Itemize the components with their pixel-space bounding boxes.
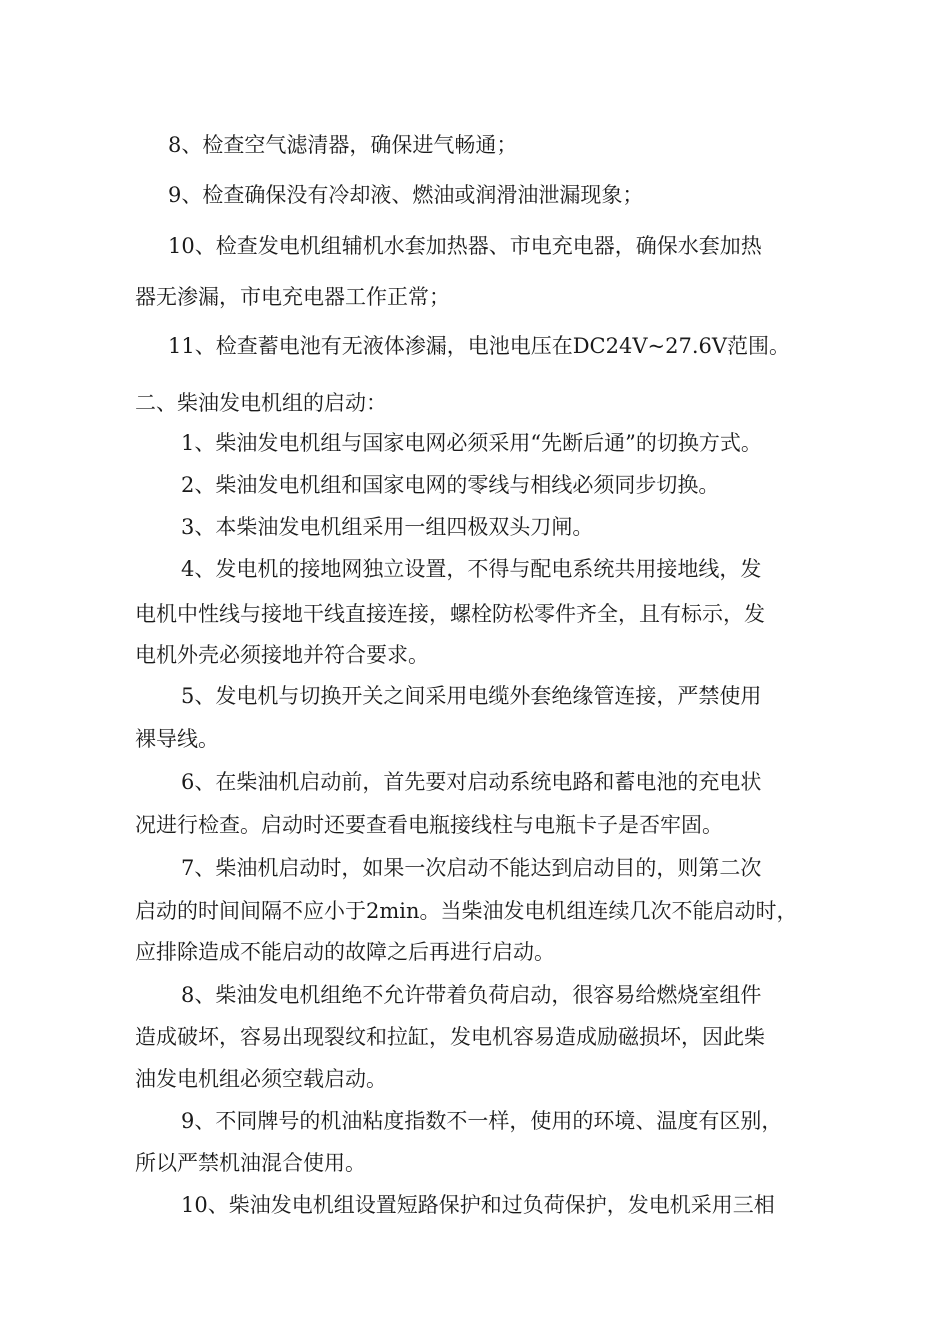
check-item-11: 11、检查蓄电池有无液体渗漏，电池电压在DC24V~27.6V范围。 [168,334,791,358]
startup-item-4-line-2: 电机中性线与接地干线直接连接，螺栓防松零件齐全，且有标示，发 [135,602,765,626]
startup-item-5-line-2: 裸导线。 [135,727,219,751]
startup-item-5-line-1: 5、发电机与切换开关之间采用电缆外套绝缘管连接，严禁使用 [181,684,762,708]
check-item-10-line-2: 器无渗漏，市电充电器工作正常； [135,285,450,309]
startup-item-6-line-1: 6、在柴油机启动前，首先要对启动系统电路和蓄电池的充电状 [181,770,762,794]
startup-item-4-line-3: 电机外壳必须接地并符合要求。 [135,643,429,667]
startup-item-8-line-2: 造成破坏，容易出现裂纹和拉缸，发电机容易造成励磁损坏，因此柴 [135,1025,765,1049]
check-item-9: 9、检查确保没有冷却液、燃油或润滑油泄漏现象； [168,183,644,207]
startup-item-7-line-1: 7、柴油机启动时，如果一次启动不能达到启动目的，则第二次 [181,856,762,880]
section-heading: 二、柴油发电机组的启动： [135,391,387,415]
startup-item-7-line-3: 应排除造成不能启动的故障之后再进行启动。 [135,940,555,964]
startup-item-1: 1、柴油发电机组与国家电网必须采用“先断后通”的切换方式。 [181,431,762,455]
check-item-8: 8、检查空气滤清器，确保进气畅通； [168,133,518,157]
startup-item-2: 2、柴油发电机组和国家电网的零线与相线必须同步切换。 [181,473,720,497]
startup-item-4-line-1: 4、发电机的接地网独立设置，不得与配电系统共用接地线，发 [181,557,762,581]
startup-item-3: 3、本柴油发电机组采用一组四极双头刀闸。 [181,515,594,539]
startup-item-10-line-1: 10、柴油发电机组设置短路保护和过负荷保护，发电机采用三相 [181,1193,775,1217]
startup-item-9-line-2: 所以严禁机油混合使用。 [135,1151,366,1175]
startup-item-9-line-1: 9、不同牌号的机油粘度指数不一样，使用的环境、温度有区别， [181,1109,783,1133]
startup-item-8-line-1: 8、柴油发电机组绝不允许带着负荷启动，很容易给燃烧室组件 [181,983,762,1007]
startup-item-7-line-2: 启动的时间间隔不应小于2min。当柴油发电机组连续几次不能启动时， [135,899,798,923]
check-item-10-line-1: 10、检查发电机组辅机水套加热器、市电充电器，确保水套加热 [168,234,762,258]
startup-item-8-line-3: 油发电机组必须空载启动。 [135,1067,387,1091]
startup-item-6-line-2: 况进行检查。启动时还要查看电瓶接线柱与电瓶卡子是否牢固。 [135,813,723,837]
